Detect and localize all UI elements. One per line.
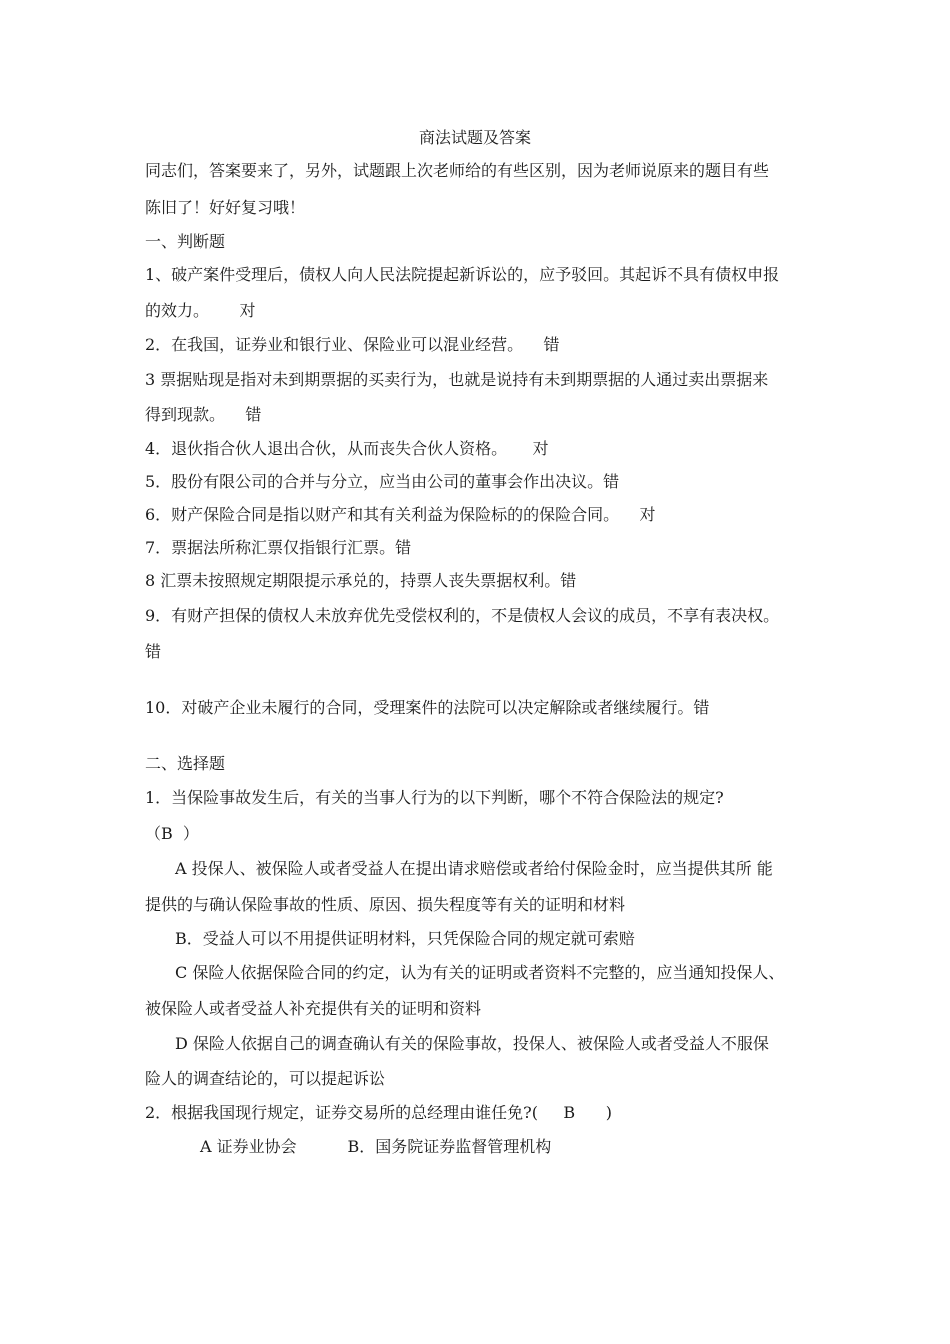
question-2-options: A 证券业协会 B．国务院证券监督管理机构 [200, 1137, 552, 1156]
judgment-line: 3 票据贴现是指对未到期票据的买卖行为，也就是说持有未到期票据的人通过卖出票据来 [145, 370, 769, 389]
judgment-line: 错 [145, 642, 162, 661]
judgment-line: 10．对破产企业未履行的合同，受理案件的法院可以决定解除或者继续履行。错 [145, 698, 710, 717]
question-1-option-a: A 投保人、被保险人或者受益人在提出请求赔偿或者给付保险金时，应当提供其所 能 [175, 859, 773, 878]
question-1: 1．当保险事故发生后，有关的当事人行为的以下判断，哪个不符合保险法的规定? [145, 788, 724, 807]
judgment-line: 1、破产案件受理后，债权人向人民法院提起新诉讼的，应予驳回。其起诉不具有债权申报 [145, 265, 780, 284]
judgment-line: 的效力。 对 [145, 301, 256, 320]
question-1-option-c: C 保险人依据保险合同的约定，认为有关的证明或者资料不完整的，应当通知投保人、 [175, 963, 785, 982]
judgment-line: 得到现款。 错 [145, 405, 262, 424]
judgment-line: 5．股份有限公司的合并与分立，应当由公司的董事会作出决议。错 [145, 472, 620, 491]
section-heading-judgment: 一、判断题 [145, 232, 226, 251]
judgment-line: 7．票据法所称汇票仅指银行汇票。错 [145, 538, 412, 557]
question-2: 2．根据我国现行规定，证券交易所的总经理由谁任免?( B ) [145, 1103, 612, 1122]
section-heading-choice: 二、选择题 [145, 754, 226, 773]
judgment-line: 6．财产保险合同是指以财产和其有关利益为保险标的的保险合同。 对 [145, 505, 656, 524]
question-1-option-a-cont: 提供的与确认保险事故的性质、原因、损失程度等有关的证明和材料 [145, 895, 626, 914]
question-1-option-c-cont: 被保险人或者受益人补充提供有关的证明和资料 [145, 999, 482, 1018]
judgment-line: 2．在我国，证券业和银行业、保险业可以混业经营。 错 [145, 335, 560, 354]
judgment-line: 9．有财产担保的债权人未放弃优先受偿权利的，不是债权人会议的成员，不享有表决权。 [145, 606, 780, 625]
intro-line-1: 同志们，答案要来了，另外，试题跟上次老师给的有些区别，因为老师说原来的题目有些 [145, 161, 770, 180]
question-1-option-d: D 保险人依据自己的调查确认有关的保险事故，投保人、被保险人或者受益人不服保 [175, 1034, 769, 1053]
judgment-line: 8 汇票未按照规定期限提示承兑的，持票人丧失票据权利。错 [145, 571, 577, 590]
judgment-line: 4．退伙指合伙人退出合伙，从而丧失合伙人资格。 对 [145, 439, 549, 458]
question-1-option-d-cont: 险人的调查结论的，可以提起诉讼 [145, 1069, 386, 1088]
question-1-option-b: B．受益人可以不用提供证明材料，只凭保险合同的规定就可索赔 [175, 929, 635, 948]
intro-line-2: 陈旧了！好好复习哦！ [145, 198, 306, 217]
question-1-answer: （B ） [145, 824, 199, 843]
document-title: 商法试题及答案 [418, 128, 531, 147]
